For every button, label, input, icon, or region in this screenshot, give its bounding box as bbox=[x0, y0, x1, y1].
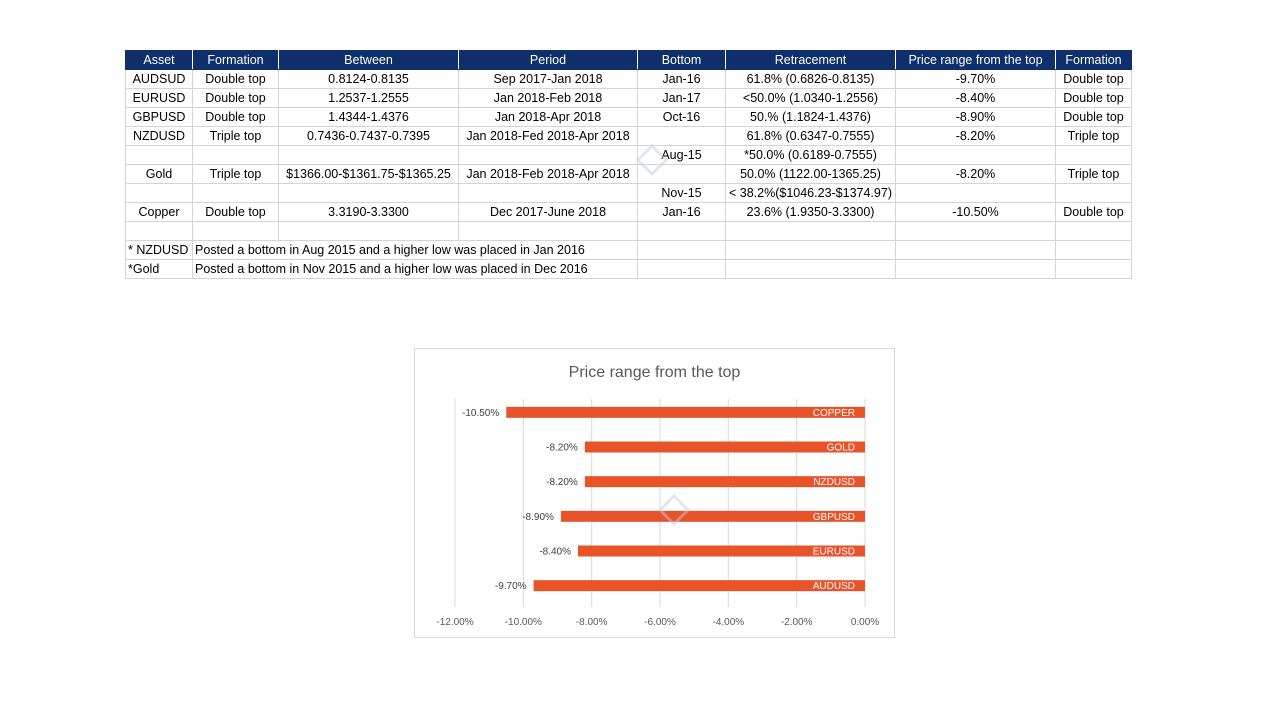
note-row bbox=[126, 241, 1132, 260]
cell-price-range: -10.50% bbox=[896, 203, 1056, 222]
table-row bbox=[126, 184, 1132, 203]
table-row bbox=[126, 89, 1132, 108]
note-label: * NZDUSD bbox=[126, 241, 193, 260]
cell-between: 0.7436-0.7437-0.7395 bbox=[279, 127, 459, 146]
cell-between: 3.3190-3.3300 bbox=[279, 203, 459, 222]
header-retracement: Retracement bbox=[726, 51, 896, 70]
header-formation: Formation bbox=[193, 51, 279, 70]
data-label: -8.90% bbox=[522, 511, 554, 523]
cell-retracement: 50.% (1.1824-1.4376) bbox=[726, 108, 896, 127]
cell-between: 1.2537-1.2555 bbox=[279, 89, 459, 108]
bar bbox=[506, 407, 865, 418]
cell-between: $1366.00-$1361.75-$1365.25 bbox=[279, 165, 459, 184]
cell-asset: Copper bbox=[126, 203, 193, 222]
category-label: NZDUSD bbox=[813, 477, 855, 489]
cell-bottom: Jan-17 bbox=[638, 89, 726, 108]
category-label: GOLD bbox=[826, 442, 855, 454]
cell-formation: Double top bbox=[193, 70, 279, 89]
cell-asset: AUDSUD bbox=[126, 70, 193, 89]
category-label: EURUSD bbox=[812, 546, 855, 558]
cell-retracement: < 38.2%($1046.23-$1374.97) bbox=[726, 184, 896, 203]
cell-formation-2: Double top bbox=[1056, 70, 1132, 89]
category-label: AUDUSD bbox=[812, 581, 855, 593]
cell-formation: Double top bbox=[193, 203, 279, 222]
table-row bbox=[126, 203, 1132, 222]
category-label: COPPER bbox=[812, 407, 855, 419]
cell-price-range: -8.20% bbox=[896, 127, 1056, 146]
data-label: -8.20% bbox=[546, 442, 578, 454]
cell-formation-2: Triple top bbox=[1056, 165, 1132, 184]
watermark-icon bbox=[632, 140, 672, 180]
bar bbox=[585, 442, 865, 453]
table-row bbox=[126, 146, 1132, 165]
cell-formation-2: Triple top bbox=[1056, 127, 1132, 146]
header-period: Period bbox=[459, 51, 638, 70]
cell-period: Dec 2017-June 2018 bbox=[459, 203, 638, 222]
cell-period: Jan 2018-Feb 2018 bbox=[459, 89, 638, 108]
cell-period: Sep 2017-Jan 2018 bbox=[459, 70, 638, 89]
x-tick-label: -6.00% bbox=[644, 617, 676, 628]
data-label: -10.50% bbox=[462, 407, 500, 419]
cell-period: Jan 2018-Feb 2018-Apr 2018 bbox=[459, 165, 638, 184]
x-axis-ticks bbox=[436, 617, 879, 628]
header-price-range: Price range from the top bbox=[896, 51, 1056, 70]
header-formation-2: Formation bbox=[1056, 51, 1132, 70]
cell-bottom: Nov-15 bbox=[638, 184, 726, 203]
cell-asset: EURUSD bbox=[126, 89, 193, 108]
header-bottom: Bottom bbox=[638, 51, 726, 70]
note-label: *Gold bbox=[126, 260, 193, 279]
cell-retracement: 50.0% (1122.00-1365.25) bbox=[726, 165, 896, 184]
table-row bbox=[126, 108, 1132, 127]
cell-asset: NZDUSD bbox=[126, 127, 193, 146]
x-tick-label: -4.00% bbox=[712, 617, 745, 628]
cell-price-range: -9.70% bbox=[896, 70, 1056, 89]
x-tick-label: 0.00% bbox=[850, 617, 880, 628]
cell-retracement: 61.8% (0.6826-0.8135) bbox=[726, 70, 896, 89]
note-row bbox=[126, 260, 1132, 279]
cell-formation: Triple top bbox=[193, 127, 279, 146]
cell-retracement: <50.0% (1.0340-1.2556) bbox=[726, 89, 896, 108]
cell-bottom: Jan-16 bbox=[638, 203, 726, 222]
header-between: Between bbox=[279, 51, 459, 70]
table-row bbox=[126, 165, 1132, 184]
header-asset: Asset bbox=[126, 51, 193, 70]
cell-formation: Double top bbox=[193, 89, 279, 108]
cell-retracement: 61.8% (0.6347-0.7555) bbox=[726, 127, 896, 146]
cell-bottom: Jan-16 bbox=[638, 70, 726, 89]
note-text: Posted a bottom in Aug 2015 and a higher low was placed in Jan 2016 bbox=[193, 241, 638, 260]
table-row-empty bbox=[126, 222, 1132, 241]
category-label: GBPUSD bbox=[812, 511, 855, 523]
cell-price-range: -8.20% bbox=[896, 165, 1056, 184]
cell-asset: GBPUSD bbox=[126, 108, 193, 127]
table-row bbox=[126, 127, 1132, 146]
cell-formation-2: Double top bbox=[1056, 89, 1132, 108]
cell-between: 0.8124-0.8135 bbox=[279, 70, 459, 89]
x-tick-label: -12.00% bbox=[436, 617, 474, 628]
cell-formation-2: Double top bbox=[1056, 108, 1132, 127]
cell-retracement: 23.6% (1.9350-3.3300) bbox=[726, 203, 896, 222]
data-label: -8.40% bbox=[539, 546, 571, 558]
watermark-icon bbox=[654, 490, 694, 530]
cell-between: 1.4344-1.4376 bbox=[279, 108, 459, 127]
cell-bottom: Oct-16 bbox=[638, 108, 726, 127]
cell-asset: Gold bbox=[126, 165, 193, 184]
x-tick-label: -2.00% bbox=[780, 617, 813, 628]
cell-retracement: *50.0% (0.6189-0.7555) bbox=[726, 146, 896, 165]
chart-title: Price range from the top bbox=[568, 364, 741, 381]
cell-formation: Triple top bbox=[193, 165, 279, 184]
x-tick-label: -10.00% bbox=[504, 617, 542, 628]
cell-period: Jan 2018-Apr 2018 bbox=[459, 108, 638, 127]
x-tick-label: -8.00% bbox=[575, 617, 608, 628]
header-row bbox=[126, 51, 1132, 70]
data-table bbox=[125, 50, 1132, 279]
cell-period: Jan 2018-Fed 2018-Apr 2018 bbox=[459, 127, 638, 146]
cell-price-range: -8.90% bbox=[896, 108, 1056, 127]
cell-formation-2: Double top bbox=[1056, 203, 1132, 222]
cell-price-range: -8.40% bbox=[896, 89, 1056, 108]
cell-formation: Double top bbox=[193, 108, 279, 127]
data-label: -9.70% bbox=[494, 581, 527, 593]
cell-bottom: Aug-15 bbox=[638, 146, 726, 165]
table-row bbox=[126, 70, 1132, 89]
data-label: -8.20% bbox=[546, 477, 578, 489]
note-text: Posted a bottom in Nov 2015 and a higher low was placed in Dec 2016 bbox=[193, 260, 638, 279]
